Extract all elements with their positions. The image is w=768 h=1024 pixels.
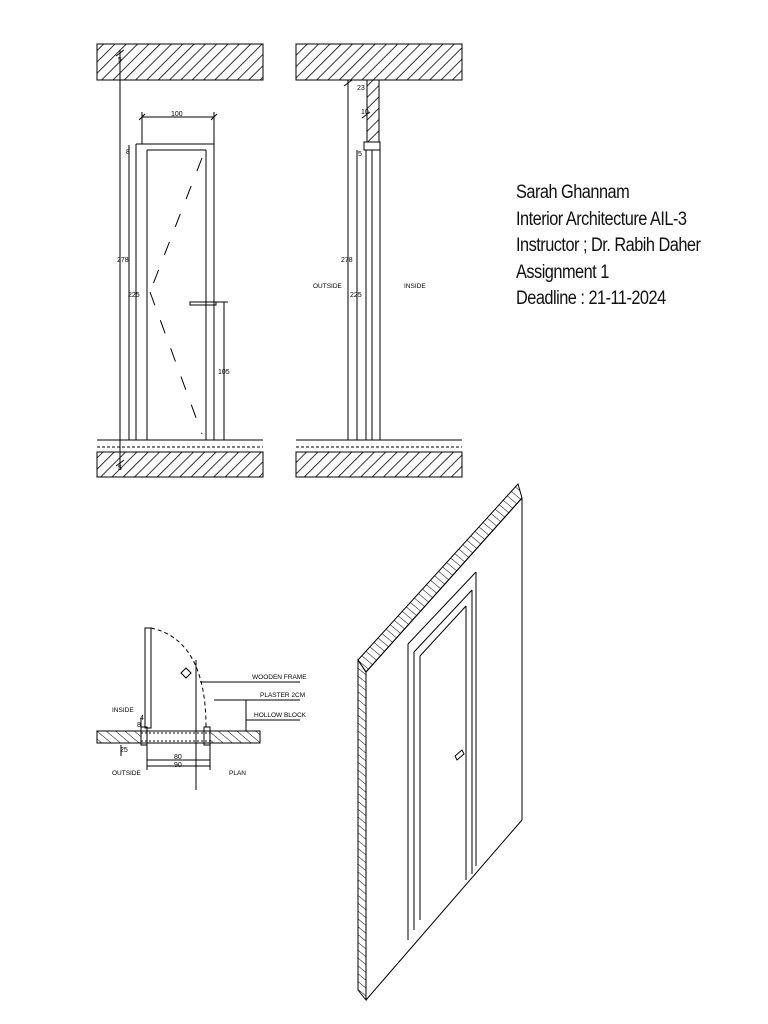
iso-wall-top <box>358 484 522 672</box>
elev-dim-slab-top: 5 <box>118 57 122 64</box>
title-block <box>516 180 730 313</box>
plan-handle <box>181 668 191 678</box>
plan-label-wooden-frame: WOODEN FRAME <box>252 674 307 681</box>
elev-dim-top: 8 <box>126 149 130 156</box>
plan-label-inside: INSIDE <box>112 707 134 714</box>
sect-label-outside: OUTSIDE <box>313 283 342 290</box>
section-top-slab <box>296 44 462 80</box>
plan-wall-right <box>210 731 260 743</box>
plan-door-leaf <box>145 628 151 728</box>
plan-dim-opening-1: 80 <box>174 754 182 761</box>
sect-label-inside: INSIDE <box>404 283 426 290</box>
iso-handle <box>455 750 464 760</box>
course-name: Interior Architecture AIL-3 <box>516 208 687 230</box>
sect-dim-door: 225 <box>350 292 362 299</box>
sect-dim-lintel: 10 <box>361 109 369 116</box>
plan-label-hollow-block: HOLLOW BLOCK <box>254 712 307 719</box>
sect-dim-beam: 23 <box>357 85 365 92</box>
plan-label-plan: PLAN <box>229 770 246 777</box>
deadline-text: Deadline : 21-11-2024 <box>516 288 666 309</box>
swing-dash-upper <box>150 158 202 292</box>
elev-dim-total: 278 <box>117 257 129 264</box>
student-name: Sarah Ghannam <box>516 182 630 203</box>
sect-dim-total: 278 <box>341 257 353 264</box>
elev-dim-slab-bottom: 5 <box>118 465 122 472</box>
instructor-name: Instructor ; Dr. Rabih Daher <box>516 235 701 256</box>
iso-wall-edge <box>358 660 366 1000</box>
sect-dim-frame: 5 <box>358 151 362 158</box>
assignment-title: Assignment 1 <box>516 261 609 283</box>
plan-label-plaster: PLASTER 2CM <box>260 692 306 699</box>
plan-wall-left <box>97 731 141 743</box>
plan-dim-a: 4 <box>140 715 144 722</box>
door-handle <box>190 302 216 305</box>
plan-dim-c: 25 <box>120 747 128 754</box>
elev-dim-handle: 105 <box>218 369 230 376</box>
door-isometric <box>358 484 522 1000</box>
elev-dim-width: 100 <box>171 111 183 118</box>
plan-dim-b: 8 <box>137 722 141 729</box>
plan-swing-arc <box>151 628 206 727</box>
door-section <box>296 44 462 477</box>
plan-dim-opening-2: 90 <box>174 762 182 769</box>
section-bottom-slab <box>296 452 462 477</box>
swing-dash-lower <box>150 292 202 434</box>
section-lintel <box>367 80 379 142</box>
elev-dim-door: 225 <box>128 292 140 299</box>
plan-label-outside: OUTSIDE <box>112 770 141 777</box>
